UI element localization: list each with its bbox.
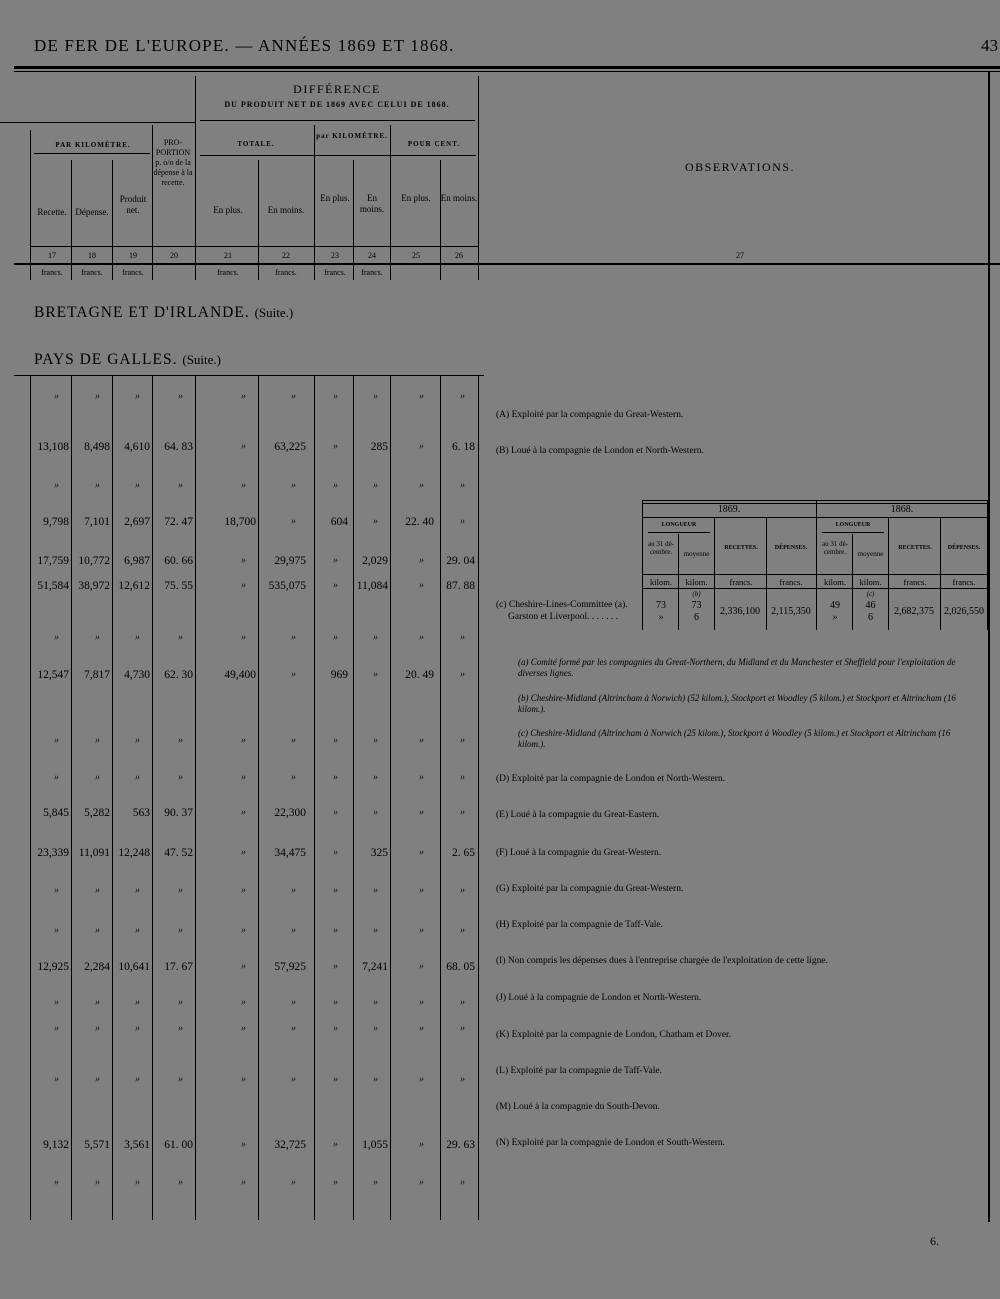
- table-cell: 29,975: [274, 555, 306, 567]
- subtable-1869-moy-a: 73: [691, 600, 702, 611]
- table-cell: »: [178, 480, 183, 491]
- table-cell: »: [333, 925, 338, 936]
- table-cell: »: [333, 1177, 338, 1188]
- table-cell: 12,612: [118, 580, 150, 592]
- table-cell: »: [135, 480, 140, 491]
- col-17-label: Recette.: [37, 207, 67, 217]
- subtable-1869-depenses: 2,115,350: [771, 606, 811, 617]
- table-cell: »: [373, 632, 378, 643]
- unit-21: francs.: [217, 268, 239, 277]
- diff-title: DIFFÉRENCE: [293, 82, 381, 96]
- table-cell: 29. 04: [446, 555, 475, 567]
- table-cell: 535,075: [268, 580, 306, 592]
- observation-note: (J) Loué à la compagnie de London et North-Western.: [496, 993, 702, 1003]
- table-cell: »: [54, 885, 59, 896]
- col-num-18: 18: [88, 251, 96, 260]
- table-cell: »: [373, 1177, 378, 1188]
- table-cell: »: [54, 997, 59, 1008]
- table-cell: »: [373, 735, 378, 746]
- table-cell: 7,817: [84, 669, 110, 681]
- col-num-24: 24: [368, 251, 376, 260]
- subtable-1868-len-a: 49: [830, 600, 840, 611]
- table-cell: 32,725: [274, 1139, 306, 1151]
- table-cell: »: [333, 1074, 338, 1085]
- table-cell: »: [460, 1074, 465, 1085]
- table-cell: »: [291, 997, 296, 1008]
- table-cell: »: [95, 735, 100, 746]
- table-cell: »: [333, 961, 338, 972]
- table-cell: »: [460, 735, 465, 746]
- table-cell: »: [241, 1177, 246, 1188]
- unit-18: francs.: [81, 268, 103, 277]
- table-cell: »: [460, 807, 465, 818]
- table-cell: 13,108: [37, 441, 69, 453]
- table-cell: 563: [132, 807, 150, 819]
- par-km2-label: par KILOMÈTRE.: [316, 132, 388, 140]
- table-cell: »: [241, 925, 246, 936]
- table-cell: 10,772: [78, 555, 110, 567]
- table-cell: »: [460, 772, 465, 783]
- col-num-23: 23: [331, 251, 339, 260]
- table-cell: »: [178, 735, 183, 746]
- col-num-21: 21: [224, 251, 232, 260]
- table-cell: »: [419, 391, 424, 402]
- table-cell: 11,091: [78, 847, 110, 859]
- table-cell: »: [373, 885, 378, 896]
- unit-24: francs.: [361, 268, 383, 277]
- table-cell: »: [241, 1023, 246, 1034]
- table-cell: »: [241, 580, 246, 591]
- section-galles-title: PAYS DE GALLES.: [34, 351, 178, 368]
- table-cell: »: [291, 1023, 296, 1034]
- table-cell: 5,282: [84, 807, 110, 819]
- table-cell: »: [291, 925, 296, 936]
- table-cell: 62. 30: [164, 669, 193, 681]
- observation-note: (K) Exploité par la compagnie de London, Chatham et Dover.: [496, 1030, 732, 1040]
- table-cell: »: [373, 669, 378, 680]
- table-cell: »: [241, 735, 246, 746]
- table-cell: »: [95, 1023, 100, 1034]
- table-cell: »: [373, 391, 378, 402]
- table-cell: 51,584: [37, 580, 69, 592]
- table-cell: »: [419, 925, 424, 936]
- table-cell: »: [419, 1139, 424, 1150]
- subtable-year-1868: 1868.: [890, 504, 914, 515]
- col-22-label: En moins.: [267, 205, 305, 215]
- subtable-moyenne-1869: moyenne: [683, 550, 710, 558]
- col-19-label: Produit net.: [119, 194, 147, 216]
- table-cell: »: [95, 925, 100, 936]
- unit-23: francs.: [324, 268, 346, 277]
- observations-label: OBSERVATIONS.: [684, 160, 795, 174]
- table-cell: »: [460, 1177, 465, 1188]
- table-cell: »: [241, 772, 246, 783]
- table-cell: »: [333, 807, 338, 818]
- table-cell: »: [460, 997, 465, 1008]
- table-cell: »: [333, 885, 338, 896]
- diff-subtitle: DU PRODUIT NET DE 1869 AVEC CELUI DE 1868.: [224, 100, 450, 109]
- subtable-1868-depenses: 2,026,550: [944, 606, 984, 617]
- table-cell: »: [291, 669, 296, 680]
- subtable-recettes-1868: RECETTES.: [898, 545, 932, 551]
- table-cell: »: [291, 516, 296, 527]
- col-num-17: 17: [48, 251, 56, 260]
- table-cell: »: [135, 632, 140, 643]
- table-cell: »: [419, 1074, 424, 1085]
- totale-label: TOTALE.: [237, 140, 275, 148]
- col-num-22: 22: [282, 251, 290, 260]
- table-cell: 34,475: [274, 847, 306, 859]
- table-cell: »: [135, 772, 140, 783]
- table-cell: 72. 47: [164, 516, 193, 528]
- table-cell: »: [135, 1177, 140, 1188]
- table-cell: »: [291, 772, 296, 783]
- observation-note: (A) Exploité par la compagnie du Great-Western.: [496, 410, 684, 420]
- subtable-1868-moy-note: (c): [866, 590, 875, 598]
- table-cell: »: [460, 925, 465, 936]
- subtable-1869-len-b: »: [658, 612, 664, 623]
- table-cell: »: [419, 885, 424, 896]
- subtable-1869-moy-note: (b): [692, 590, 701, 598]
- observation-note: (E) Loué à la compagnie du Great-Eastern.: [496, 810, 660, 820]
- table-cell: »: [333, 1023, 338, 1034]
- table-cell: 60. 66: [164, 555, 193, 567]
- subtable-unit-kilom-3: kilom.: [824, 577, 846, 587]
- col-num-26: 26: [455, 251, 463, 260]
- subtable-unit-kilom-2: kilom.: [685, 577, 708, 587]
- table-cell: »: [419, 1177, 424, 1188]
- section-bretagne-title: BRETAGNE ET D'IRLANDE.: [34, 304, 250, 321]
- table-cell: »: [95, 480, 100, 491]
- table-cell: 8,498: [84, 441, 110, 453]
- table-cell: »: [373, 1023, 378, 1034]
- subtable-1868-len-b: »: [832, 612, 838, 623]
- col-26-label: En moins.: [440, 193, 478, 203]
- observation-note: (B) Loué à la compagnie de London et North-Western.: [496, 446, 704, 456]
- table-cell: »: [178, 997, 183, 1008]
- table-cell: 57,925: [274, 961, 306, 973]
- table-cell: 604: [330, 516, 348, 528]
- table-cell: »: [241, 807, 246, 818]
- table-cell: 5,571: [84, 1139, 110, 1151]
- running-head: DE FER DE L'EUROPE. — ANNÉES 1869 ET 1868.: [34, 36, 455, 55]
- table-cell: »: [373, 480, 378, 491]
- table-cell: »: [241, 480, 246, 491]
- subtable-label-cheshire: (c) Cheshire-Lines-Committee (a).: [496, 600, 628, 610]
- table-cell: 6. 18: [452, 441, 475, 453]
- table-cell: 5,845: [43, 807, 69, 819]
- table-cell: »: [460, 1023, 465, 1034]
- table-cell: »: [333, 735, 338, 746]
- table-cell: »: [333, 391, 338, 402]
- table-cell: »: [460, 885, 465, 896]
- table-cell: 20. 49: [405, 669, 434, 681]
- table-cell: »: [460, 669, 465, 680]
- table-cell: »: [95, 1177, 100, 1188]
- table-cell: »: [135, 735, 140, 746]
- table-cell: »: [178, 772, 183, 783]
- table-cell: »: [333, 847, 338, 858]
- table-cell: »: [460, 516, 465, 527]
- table-cell: »: [419, 441, 424, 452]
- top-rule-thin: [14, 71, 1000, 72]
- table-cell: 87. 88: [446, 580, 475, 592]
- table-cell: »: [241, 632, 246, 643]
- table-cell: »: [333, 555, 338, 566]
- subtable-unit-kilom-4: kilom.: [859, 577, 882, 587]
- table-cell: »: [333, 1139, 338, 1150]
- col-25-label: En plus.: [401, 193, 431, 203]
- top-rule: [14, 66, 1000, 69]
- table-cell: »: [54, 735, 59, 746]
- table-cell: »: [54, 1177, 59, 1188]
- subtable-unit-francs-1: francs.: [729, 577, 753, 587]
- table-cell: »: [460, 391, 465, 402]
- subtable-unit-francs-4: francs.: [952, 577, 976, 587]
- subtable-unit-kilom-1: kilom.: [650, 577, 672, 587]
- table-cell: »: [178, 925, 183, 936]
- table-cell: »: [178, 885, 183, 896]
- table-cell: »: [333, 441, 338, 452]
- table-cell: 10,641: [118, 961, 150, 973]
- table-cell: 38,972: [78, 580, 110, 592]
- table-cell: 12,248: [118, 847, 150, 859]
- subtable-1869-moy-b: 6: [694, 612, 699, 623]
- subtable-au31-1869: au 31 dé-cembre.: [647, 540, 675, 557]
- par-km-label: PAR KILOMÈTRE.: [55, 141, 131, 149]
- observation-note: (N) Exploité par la compagnie de London et South-Western.: [496, 1138, 726, 1148]
- table-cell: »: [333, 580, 338, 591]
- table-cell: 12,925: [37, 961, 69, 973]
- page-number: 43: [981, 36, 998, 55]
- col-18-label: Dépense.: [75, 207, 109, 217]
- col-23-label: En plus.: [320, 193, 350, 203]
- section-bretagne: [34, 304, 293, 322]
- table-cell: »: [333, 632, 338, 643]
- table-cell: »: [419, 847, 424, 858]
- table-cell: »: [291, 885, 296, 896]
- table-cell: 18,700: [224, 516, 256, 528]
- table-cell: »: [54, 1074, 59, 1085]
- table-cell: »: [54, 925, 59, 936]
- col-num-25: 25: [412, 251, 420, 260]
- subtable-1869-recettes: 2,336,100: [720, 606, 760, 617]
- table-cell: 6,987: [124, 555, 150, 567]
- table-cell: »: [241, 441, 246, 452]
- table-cell: »: [95, 885, 100, 896]
- table-cell: »: [419, 480, 424, 491]
- observation-note: (F) Loué à la compagnie du Great-Western.: [496, 848, 662, 858]
- subtable-recettes-1869: RECETTES.: [724, 545, 758, 551]
- subtable-1868-recettes: 2,682,375: [894, 606, 934, 617]
- table-cell: 2. 65: [452, 847, 475, 859]
- table-cell: »: [95, 632, 100, 643]
- observation-note: (G) Exploité par la compagnie du Great-Western.: [496, 884, 684, 894]
- col-num-19: 19: [129, 251, 137, 260]
- table-cell: 61. 00: [164, 1139, 193, 1151]
- table-cell: »: [135, 885, 140, 896]
- table-cell: »: [241, 847, 246, 858]
- table-cell: »: [241, 997, 246, 1008]
- subtable-footnote: (b) Cheshire-Midland (Altrincham à Norwich) (52 kilom.), Stockport et Woodley (5 kilom.) et Stockport et Altrincham (16 kilom.).: [518, 693, 956, 714]
- table-cell: »: [178, 1074, 183, 1085]
- table-cell: »: [419, 632, 424, 643]
- table-cell: »: [54, 480, 59, 491]
- table-cell: »: [460, 632, 465, 643]
- table-cell: »: [419, 580, 424, 591]
- table-cell: »: [178, 1023, 183, 1034]
- table-cell: 22,300: [274, 807, 306, 819]
- table-cell: »: [333, 480, 338, 491]
- table-cell: »: [135, 391, 140, 402]
- table-cell: 969: [330, 669, 348, 681]
- table-cell: 29. 63: [446, 1139, 475, 1151]
- table-cell: »: [241, 391, 246, 402]
- table-cell: 2,697: [124, 516, 150, 528]
- col-num-27: 27: [736, 251, 744, 260]
- subtable-footnote: (a) Comité formé par les compagnies du Great-Northern, du Midland et du Manchester et Sheffield pour l'exploitation de diverses lignes.: [518, 657, 956, 678]
- unit-22: francs.: [275, 268, 297, 277]
- subtable-moyenne-1868: moyenne: [857, 550, 884, 558]
- subtable-1868-moy-b: 6: [868, 612, 873, 623]
- subtable-depenses-1869: DÉPENSES.: [774, 545, 808, 551]
- table-cell: 63,225: [274, 441, 306, 453]
- table-cell: 12,547: [37, 669, 69, 681]
- table-cell: 4,610: [124, 441, 150, 453]
- table-cell: 11,084: [356, 580, 388, 592]
- table-cell: »: [241, 885, 246, 896]
- table-cell: 22. 40: [405, 516, 434, 528]
- observation-note: (L) Exploité par la compagnie de Taff-Vale.: [496, 1066, 662, 1076]
- col-21-label: En plus.: [213, 205, 243, 215]
- table-cell: »: [333, 997, 338, 1008]
- table-cell: »: [419, 772, 424, 783]
- table-cell: »: [178, 632, 183, 643]
- table-cell: »: [241, 1074, 246, 1085]
- table-cell: »: [291, 391, 296, 402]
- observation-note: (M) Loué à la compagnie du South-Devon.: [496, 1102, 660, 1112]
- section-galles-suite: (Suite.): [182, 352, 221, 367]
- table-cell: 75. 55: [164, 580, 193, 592]
- table-cell: 49,400: [224, 669, 256, 681]
- table-cell: »: [419, 555, 424, 566]
- table-cell: 17. 67: [164, 961, 193, 973]
- table-cell: »: [419, 807, 424, 818]
- subtable-unit-francs-2: francs.: [779, 577, 803, 587]
- subtable-year-1869: 1869.: [717, 504, 741, 515]
- table-cell: »: [419, 1023, 424, 1034]
- table-cell: »: [241, 1139, 246, 1150]
- table-cell: »: [95, 391, 100, 402]
- table-cell: »: [95, 1074, 100, 1085]
- pour-cent-label: POUR CENT.: [407, 140, 461, 148]
- table-cell: »: [419, 997, 424, 1008]
- table-cell: »: [291, 1074, 296, 1085]
- unit-19: francs.: [122, 268, 144, 277]
- table-cell: »: [54, 772, 59, 783]
- table-cell: 9,132: [43, 1139, 69, 1151]
- table-cell: »: [54, 391, 59, 402]
- subtable-longueur-1869: LONGUEUR: [661, 522, 697, 528]
- table-cell: »: [373, 997, 378, 1008]
- table-cell: 90. 37: [164, 807, 193, 819]
- subtable-depenses-1868: DÉPENSES.: [947, 545, 981, 551]
- table-cell: 3,561: [124, 1139, 150, 1151]
- table-cell: »: [291, 632, 296, 643]
- unit-17: francs.: [41, 268, 63, 277]
- table-cell: »: [178, 391, 183, 402]
- subtable-au31-1868: au 31 dé-cembre.: [821, 540, 849, 557]
- table-cell: »: [95, 772, 100, 783]
- table-cell: »: [135, 925, 140, 936]
- table-cell: »: [95, 997, 100, 1008]
- table-cell: 2,284: [84, 961, 110, 973]
- subtable-unit-francs-3: francs.: [903, 577, 927, 587]
- table-cell: »: [291, 735, 296, 746]
- table-cell: »: [178, 1177, 183, 1188]
- observation-note: (H) Exploité par la compagnie de Taff-Vale.: [496, 920, 664, 930]
- table-cell: »: [333, 772, 338, 783]
- table-cell: 68. 05: [446, 961, 475, 973]
- table-cell: »: [460, 480, 465, 491]
- section-galles: [34, 351, 221, 369]
- table-cell: 23,339: [37, 847, 69, 859]
- table-cell: 9,798: [43, 516, 69, 528]
- col-num-20: 20: [170, 251, 178, 260]
- section-bretagne-suite: (Suite.): [254, 305, 294, 320]
- subtable-footnote: (c) Cheshire-Midland (Altrincham à Norwich (25 kilom.), Stockport à Woodley (5 kilom.) et Stockport et Altrincham (16 kilom.).: [518, 728, 951, 749]
- table-cell: 285: [370, 441, 388, 453]
- table-cell: »: [419, 961, 424, 972]
- table-cell: »: [135, 1023, 140, 1034]
- observation-note: (I) Non compris les dépenses dues à l'entreprise chargée de l'exploitation de cette ligne.: [496, 956, 828, 966]
- table-cell: 64. 83: [164, 441, 193, 453]
- observation-note: (D) Exploité par la compagnie de London et North-Western.: [496, 774, 726, 784]
- table-cell: 7,241: [362, 961, 388, 973]
- subtable-longueur-1868: LONGUEUR: [835, 522, 871, 528]
- table-cell: 7,101: [84, 516, 110, 528]
- table-cell: »: [241, 961, 246, 972]
- table-cell: »: [419, 735, 424, 746]
- table-cell: »: [373, 925, 378, 936]
- table-cell: »: [241, 555, 246, 566]
- table-cell: »: [54, 1023, 59, 1034]
- table-cell: 4,730: [124, 669, 150, 681]
- table-cell: »: [291, 480, 296, 491]
- table-cell: 1,055: [362, 1139, 388, 1151]
- subtable-1869-len-a: 73: [656, 600, 666, 611]
- proportion-label: PRO-PORTION p. o/o de la dépense à la recette.: [153, 138, 193, 187]
- subtable-1868-moy-a: 46: [865, 600, 876, 611]
- subtable-label-garston: Garston et Liverpool. . . . . . .: [508, 612, 619, 622]
- table-cell: »: [135, 997, 140, 1008]
- table-cell: »: [373, 516, 378, 527]
- table-cell: 47. 52: [164, 847, 193, 859]
- col-24-label: En moins.: [359, 193, 385, 215]
- table-cell: »: [135, 1074, 140, 1085]
- table-cell: »: [373, 807, 378, 818]
- table-cell: 325: [370, 847, 388, 859]
- table-cell: 2,029: [362, 555, 388, 567]
- table-cell: »: [373, 1074, 378, 1085]
- table-cell: »: [373, 772, 378, 783]
- table-cell: 17,759: [37, 555, 69, 567]
- table-cell: »: [54, 632, 59, 643]
- folio-signature: 6.: [930, 1234, 939, 1248]
- table-cell: »: [291, 1177, 296, 1188]
